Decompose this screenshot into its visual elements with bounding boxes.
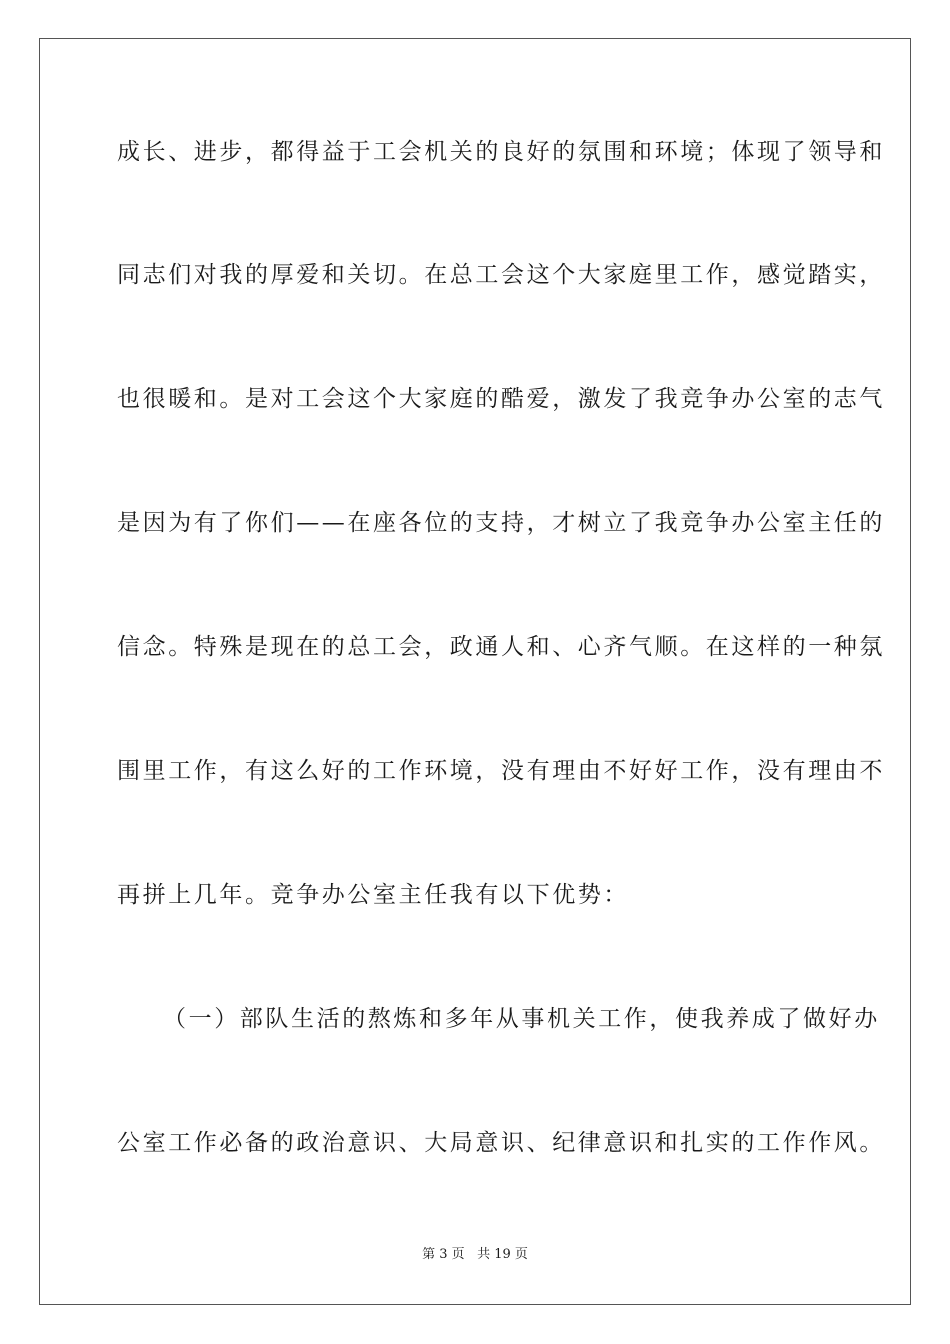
page-total: 共 19 页 bbox=[477, 1247, 528, 1262]
page-number: 第 3 页 bbox=[422, 1247, 465, 1262]
text-line: 是因为有了你们——在座各位的支持，才树立了我竞争办公室主任的 bbox=[117, 510, 885, 536]
text-line: 公室工作必备的政治意识、大局意识、纪律意识和扎实的工作作风。 bbox=[117, 1130, 885, 1156]
text-line: 信念。特殊是现在的总工会，政通人和、心齐气顺。在这样的一种氛 bbox=[117, 634, 885, 660]
text-line: 围里工作，有这么好的工作环境，没有理由不好好工作，没有理由不 bbox=[117, 758, 885, 784]
text-line: （一）部队生活的熬炼和多年从事机关工作，使我养成了做好办 bbox=[163, 1006, 880, 1032]
text-line: 同志们对我的厚爱和关切。在总工会这个大家庭里工作，感觉踏实， bbox=[117, 262, 885, 288]
text-line: 成长、进步，都得益于工会机关的良好的氛围和环境；体现了领导和 bbox=[117, 139, 885, 165]
page-border bbox=[39, 38, 911, 1305]
text-line: 再拼上几年。竞争办公室主任我有以下优势： bbox=[117, 882, 629, 908]
text-line: 也很暖和。是对工会这个大家庭的酷爱，激发了我竞争办公室的志气 bbox=[117, 386, 885, 412]
page-footer bbox=[0, 1246, 950, 1264]
